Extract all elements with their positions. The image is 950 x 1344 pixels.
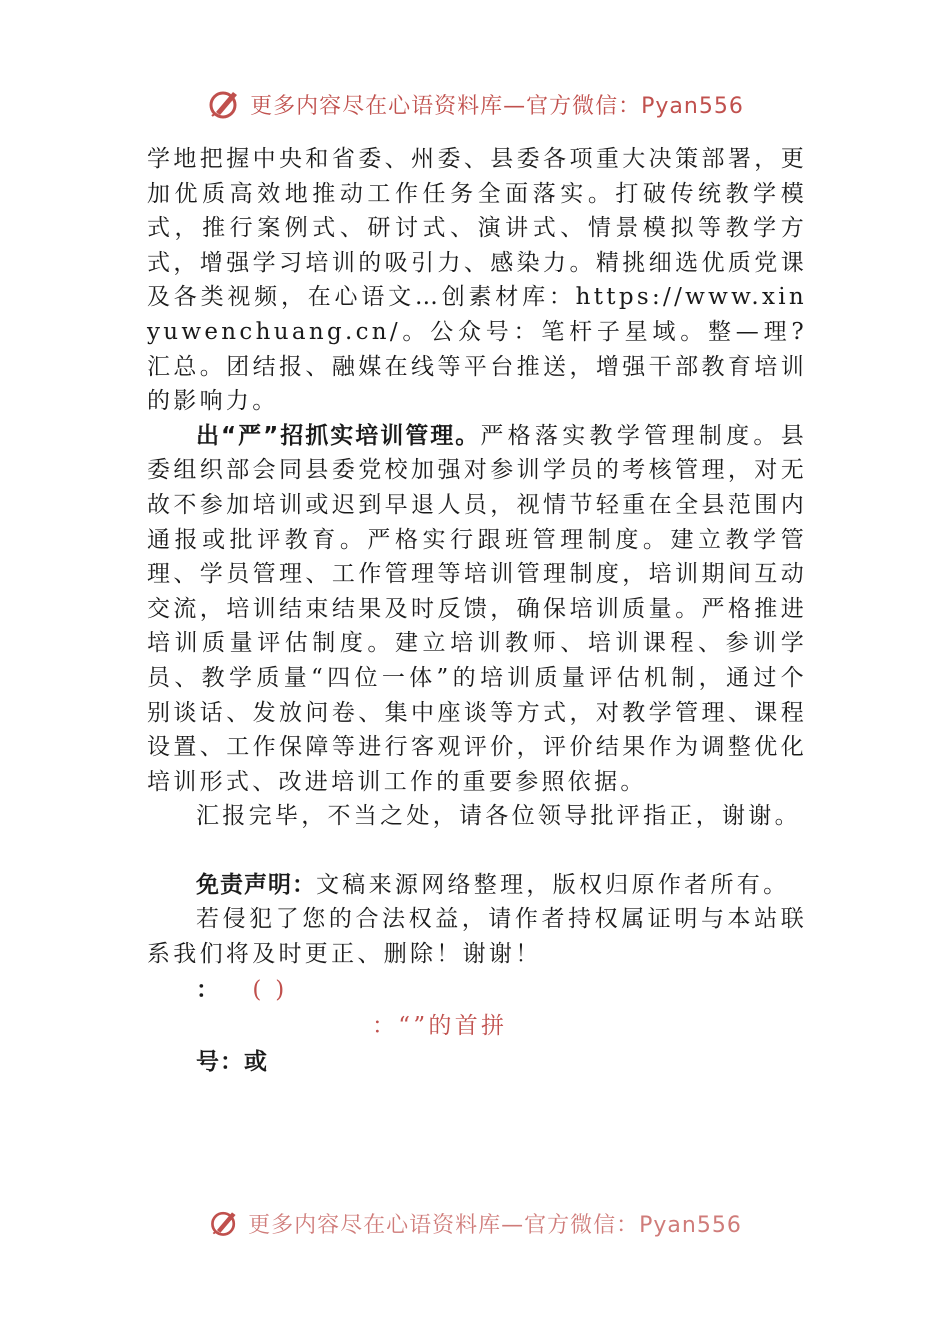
- residue-paren: ( ): [252, 976, 288, 1003]
- header-banner: [0, 84, 950, 124]
- paragraph-closing: 汇报完毕，不当之处，请各位领导批评指正，谢谢。: [196, 803, 801, 830]
- paragraph-text: 严格落实教学管理制度。县委组织部会同县委党校加强对参训学员的考核管理，对无故不参加培训或迟到早退人员，视情节轻重在全县范围内通报或批评教育。严格实行跟班管理制度。建立教学管理、学员管理、工作管理等培训管理制度，培训期间互动交流，培训结束结果及时反馈，确保培训质量。严格推进培训质量评估制度。建立培训教师、培训课程、参训学员、教学质量“四位一体”的培训质量评估机制，通过个别谈话、发放问卷、集中座谈等方式，对教学管理、课程设置、工作保障等进行客观评价，评价结果作为调整优化培训形式、改进培训工作的重要参照依据。: [147, 422, 808, 795]
- pen-seal-icon: [206, 86, 242, 122]
- pen-seal-icon: [208, 1207, 240, 1239]
- residue-line-1: [147, 972, 807, 1008]
- disclaimer-label: 免责声明：: [196, 871, 316, 898]
- residue-line-2: ：“”的首拼: [372, 1012, 508, 1039]
- paragraph-training-management: [147, 419, 807, 800]
- footer-banner-text: 更多内容尽在心语资料库—官方微信：Pyan556: [248, 1212, 742, 1238]
- footer-banner: [0, 1206, 950, 1240]
- paragraph-heading: 出“严”招抓实培训管理。: [196, 422, 481, 449]
- disclaimer-text: 文稿来源网络整理，版权归原作者所有。: [316, 871, 790, 898]
- disclaimer-line-1: [147, 868, 807, 903]
- paragraph-training-methods: 学地把握中央和省委、州委、县委各项重大决策部署，更加优质高效地推动工作任务全面落实。打破传统教学模式，推行案例式、研讨式、演讲式、情景模拟等教学方式，增强学习培训的吸引力、感染力。精挑细选优质党课及各类视频，在心语文…创素材库：https://www.xinyuwenchuang.cn/。公众号：笔杆子星域。整—理?汇总。团结报、融媒在线等平台推送，增强干部教育培训的影响力。: [147, 146, 807, 415]
- residue-colon: ：: [196, 976, 223, 1003]
- document-body: [147, 142, 807, 1080]
- residue-line-3: 号：或: [196, 1048, 268, 1075]
- spacer: [147, 834, 807, 868]
- header-banner-text: 更多内容尽在心语资料库—官方微信：Pyan556: [250, 93, 744, 119]
- disclaimer-line-2: 若侵犯了您的合法权益，请作者持权属证明与本站联系我们将及时更正、删除！谢谢！: [147, 906, 807, 968]
